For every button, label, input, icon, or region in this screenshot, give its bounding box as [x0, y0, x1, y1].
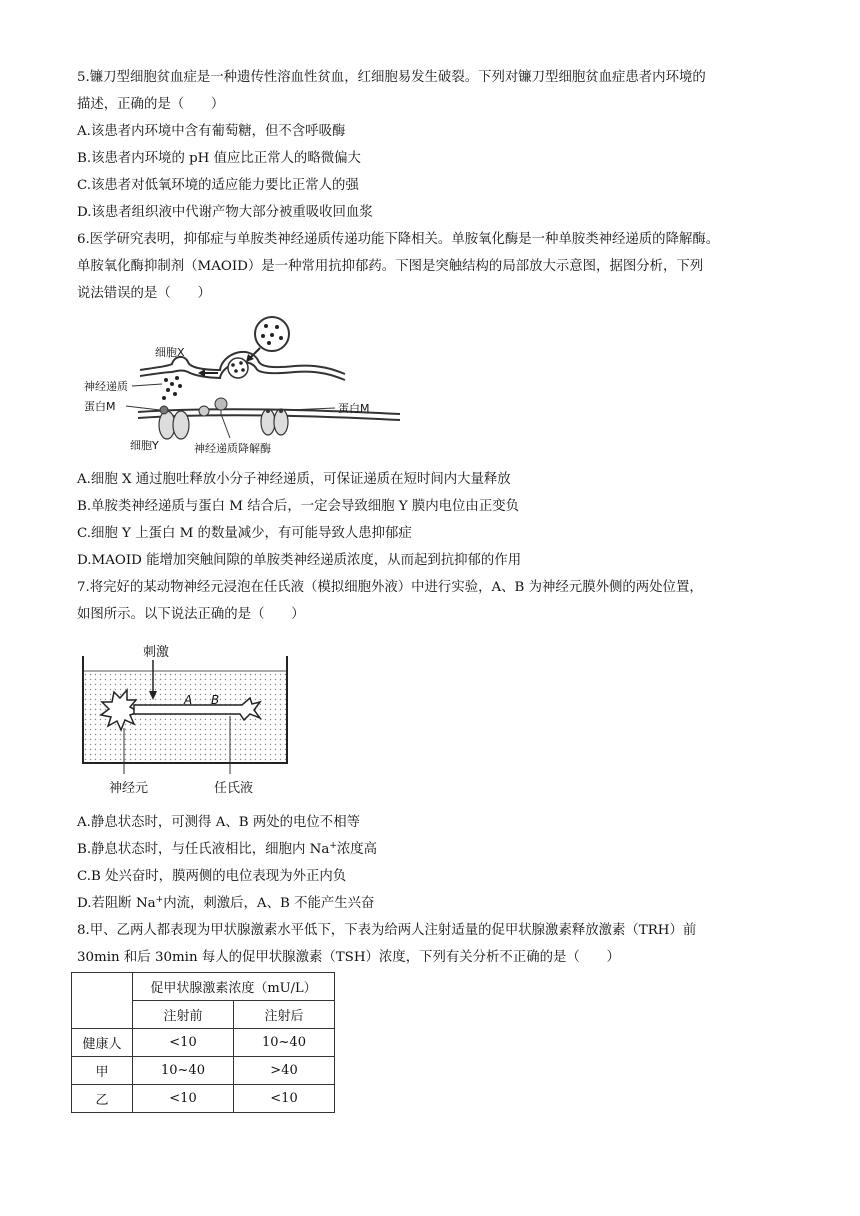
q6-stem-line-1: 6.医学研究表明，抑郁症与单胺类神经递质传递功能下降相关。单胺氧化酶是一种单胺类神经递质的降解酶。 [77, 232, 720, 247]
tsh-table [71, 972, 335, 1113]
table-row [72, 1029, 335, 1057]
label-protein-m-left: 蛋白M [84, 400, 116, 413]
q7-option-a: A.静息状态时，可测得 A、B 两处的电位不相等 [77, 815, 360, 830]
q7-stem-line-1: 7.将完好的某动物神经元浸泡在任氏液（模拟细胞外液）中进行实验，A、B 为神经元膜外侧的两处位置， [77, 580, 703, 595]
row-after: <10 [234, 1085, 335, 1113]
q5-stem-line-1: 5.镰刀型细胞贫血症是一种遗传性溶血性贫血，红细胞易发生破裂。下列对镰刀型细胞贫血症患者内环境的 [77, 70, 706, 85]
table-row [72, 1085, 335, 1113]
label-point-a: A [184, 693, 193, 707]
table-corner-cell [72, 973, 133, 1029]
table-row [72, 1057, 335, 1085]
label-point-b: B [211, 693, 220, 707]
q5-option-a: A.该患者内环境中含有葡萄糖，但不含呼吸酶 [77, 124, 346, 139]
q7-option-d: D.若阻断 Na+内流，刺激后，A、B 不能产生兴奋 [77, 895, 375, 911]
q6-stem-line-2: 单胺氧化酶抑制剂（MAOID）是一种常用抗抑郁药。下图是突触结构的局部放大示意图，据图分析，下列 [77, 259, 704, 274]
q5-option-b: B.该患者内环境的 pH 值应比正常人的略微偏大 [77, 151, 361, 166]
row-name: 乙 [72, 1085, 133, 1113]
q6-option-d: D.MAOID 能增加突触间隙的单胺类神经递质浓度，从而起到抗抑郁的作用 [77, 553, 522, 568]
label-stimulus: 刺激 [143, 645, 170, 660]
q5-option-d: D.该患者组织液中代谢产物大部分被重吸收回血浆 [77, 205, 373, 220]
q8-stem-line-1: 8.甲、乙两人都表现为甲状腺激素水平低下，下表为给两人注射适量的促甲状腺激素释放激素（TRH）前 [77, 923, 697, 938]
q8-stem-line-2: 30min 和后 30min 每人的促甲状腺激素（TSH）浓度，下列有关分析不正确的是（ ） [77, 950, 620, 965]
q7-option-c: C.B 处兴奋时，膜两侧的电位表现为外正内负 [77, 869, 347, 884]
q7-stem-line-2: 如图所示。以下说法正确的是（ ） [77, 607, 305, 622]
row-before: 10~40 [133, 1057, 234, 1085]
row-name: 健康人 [72, 1029, 133, 1057]
protein-m-right [261, 409, 288, 435]
degrading-enzyme [199, 398, 227, 416]
synapse-diagram [80, 310, 410, 460]
q6-stem-line-3: 说法错误的是（ ） [77, 286, 211, 301]
row-before: <10 [133, 1085, 234, 1113]
q6-option-a: A.细胞 X 通过胞吐释放小分子神经递质，可保证递质在短时间内大量释放 [77, 472, 511, 487]
label-cell-y: 细胞Y [130, 439, 159, 452]
q6-option-c: C.细胞 Y 上蛋白 M 的数量减少，有可能导致人患抑郁症 [77, 526, 412, 541]
table-header-tsh: 促甲状腺激素浓度（mU/L） [133, 973, 335, 1001]
q5-stem-line-2: 描述，正确的是（ ） [77, 97, 225, 112]
released-transmitter-dots [162, 376, 182, 400]
row-name: 甲 [72, 1057, 133, 1085]
q5-option-c: C.该患者对低氧环境的适应能力要比正常人的强 [77, 178, 359, 193]
label-ringer: 任氏液 [214, 781, 254, 796]
label-neuron: 神经元 [109, 781, 149, 796]
row-after: 10~40 [234, 1029, 335, 1057]
label-cell-x: 细胞X [155, 346, 185, 359]
row-before: <10 [133, 1029, 234, 1057]
label-protein-m-right: 蛋白M [338, 402, 370, 415]
q6-option-b: B.单胺类神经递质与蛋白 M 结合后，一定会导致细胞 Y 膜内电位由正变负 [77, 499, 519, 514]
label-transmitter: 神经递质 [84, 380, 128, 393]
label-degrading-enzyme: 神经递质降解酶 [194, 442, 271, 455]
col-before-injection: 注射前 [133, 1001, 234, 1029]
q7-option-b: B.静息状态时，与任氏液相比，细胞内 Na+浓度高 [77, 841, 378, 857]
neuron-ringer-diagram [74, 638, 304, 802]
col-after-injection: 注射后 [234, 1001, 335, 1029]
table-header-row [72, 973, 335, 1001]
row-after: >40 [234, 1057, 335, 1085]
